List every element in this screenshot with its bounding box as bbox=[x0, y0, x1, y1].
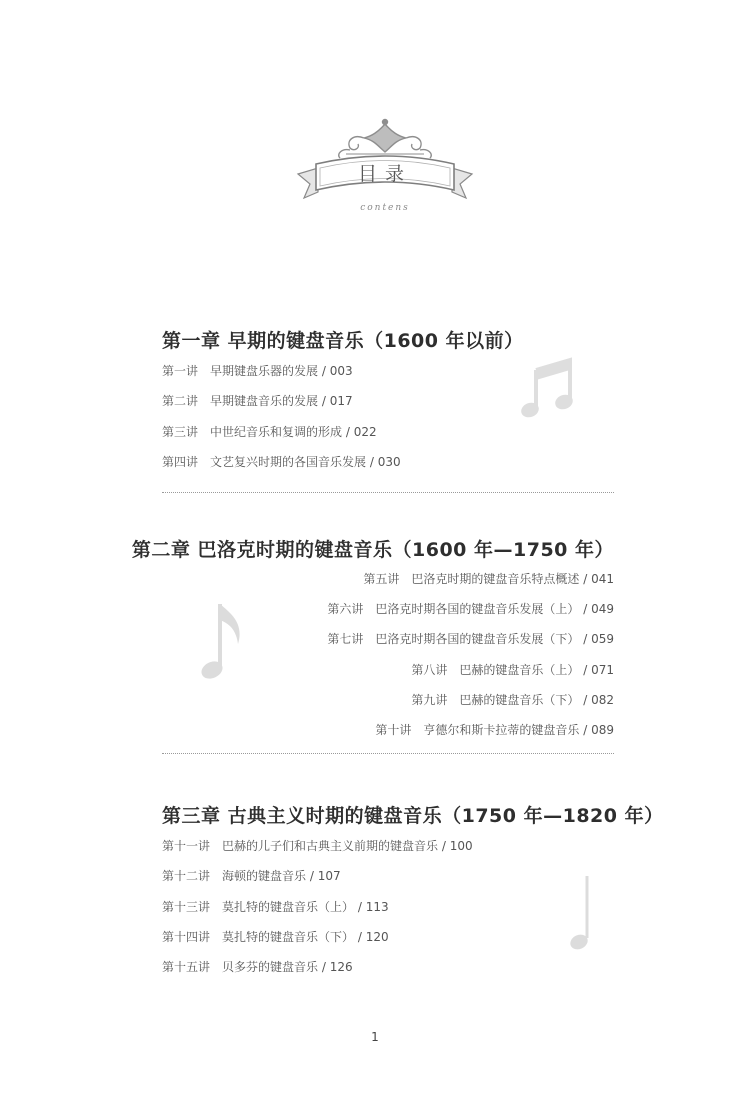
toc-entry[interactable] bbox=[411, 661, 614, 678]
entry-title: 巴赫的键盘音乐（上） / 071 bbox=[459, 663, 614, 677]
lecture-number: 第十四讲 bbox=[162, 930, 211, 944]
entry-title: 亨德尔和斯卡拉蒂的键盘音乐 / 089 bbox=[423, 723, 614, 737]
toc-entry[interactable] bbox=[162, 898, 389, 915]
lecture-number: 第九讲 bbox=[411, 693, 448, 707]
toc-subtitle: contens bbox=[360, 203, 410, 213]
entry-title: 中世纪音乐和复调的形成 / 022 bbox=[210, 425, 377, 439]
lecture-number: 第二讲 bbox=[162, 394, 199, 408]
chapter-2-title[interactable]: 第二章 巴洛克时期的键盘音乐（1600 年—1750 年） bbox=[131, 539, 614, 561]
eighth-note-icon bbox=[198, 598, 248, 684]
lecture-number: 第四讲 bbox=[162, 455, 199, 469]
toc-entry[interactable] bbox=[375, 721, 614, 738]
lecture-number: 第十一讲 bbox=[162, 839, 211, 853]
toc-entry[interactable] bbox=[327, 600, 614, 617]
beamed-eighth-notes-icon bbox=[520, 352, 576, 422]
lecture-number: 第十二讲 bbox=[162, 869, 211, 883]
lecture-number: 第八讲 bbox=[411, 663, 448, 677]
toc-entry[interactable] bbox=[162, 362, 353, 379]
chapter-divider bbox=[162, 753, 614, 754]
half-note-icon bbox=[565, 872, 595, 956]
entry-title: 巴洛克时期的键盘音乐特点概述 / 041 bbox=[411, 572, 614, 586]
toc-entry[interactable] bbox=[162, 837, 473, 854]
entry-title: 贝多芬的键盘音乐 / 126 bbox=[222, 960, 353, 974]
crown-ornament-icon bbox=[339, 120, 432, 159]
chapter-3-title[interactable]: 第三章 古典主义时期的键盘音乐（1750 年—1820 年） bbox=[162, 805, 664, 827]
chapter-1-title[interactable]: 第一章 早期的键盘音乐（1600 年以前） bbox=[162, 330, 524, 352]
toc-entry[interactable] bbox=[162, 867, 341, 884]
lecture-number: 第一讲 bbox=[162, 364, 199, 378]
entry-title: 早期键盘音乐的发展 / 017 bbox=[210, 394, 353, 408]
entry-title: 巴赫的键盘音乐（下） / 082 bbox=[459, 693, 614, 707]
entry-title: 莫扎特的键盘音乐（上） / 113 bbox=[222, 900, 389, 914]
lecture-number: 第三讲 bbox=[162, 425, 199, 439]
entry-title: 巴赫的儿子们和古典主义前期的键盘音乐 / 100 bbox=[222, 839, 473, 853]
toc-entry[interactable] bbox=[162, 928, 389, 945]
toc-entry[interactable] bbox=[327, 630, 614, 647]
toc-entry[interactable] bbox=[162, 958, 353, 975]
chapter-divider bbox=[162, 492, 614, 493]
toc-entry[interactable] bbox=[162, 392, 353, 409]
lecture-number: 第六讲 bbox=[327, 602, 364, 616]
entry-title: 莫扎特的键盘音乐（下） / 120 bbox=[222, 930, 389, 944]
lecture-number: 第七讲 bbox=[327, 632, 364, 646]
toc-banner-emblem bbox=[290, 118, 480, 218]
toc-entry[interactable] bbox=[411, 691, 614, 708]
toc-entry[interactable] bbox=[162, 423, 377, 440]
entry-title: 巴洛克时期各国的键盘音乐发展（上） / 049 bbox=[375, 602, 614, 616]
lecture-number: 第十三讲 bbox=[162, 900, 211, 914]
toc-entry[interactable] bbox=[162, 453, 401, 470]
lecture-number: 第十讲 bbox=[375, 723, 412, 737]
toc-title: 目录 bbox=[357, 163, 413, 185]
lecture-number: 第十五讲 bbox=[162, 960, 211, 974]
entry-title: 文艺复兴时期的各国音乐发展 / 030 bbox=[210, 455, 401, 469]
entry-title: 海顿的键盘音乐 / 107 bbox=[222, 869, 341, 883]
lecture-number: 第五讲 bbox=[363, 572, 400, 586]
entry-title: 早期键盘乐器的发展 / 003 bbox=[210, 364, 353, 378]
entry-title: 巴洛克时期各国的键盘音乐发展（下） / 059 bbox=[375, 632, 614, 646]
page-number: 1 bbox=[371, 1030, 379, 1044]
toc-entry[interactable] bbox=[363, 570, 614, 587]
